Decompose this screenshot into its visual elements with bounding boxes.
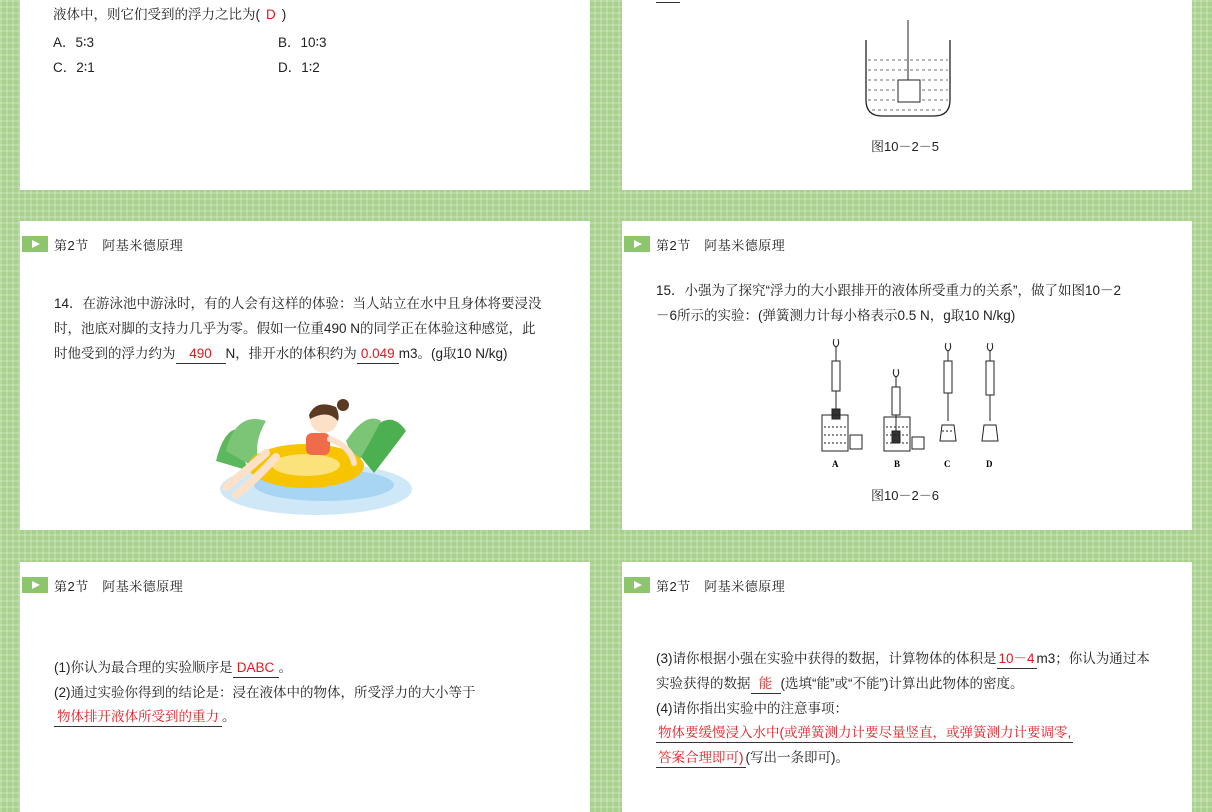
- experiment-figure: [814, 335, 1004, 475]
- q14-line3: 时他受到的浮力约为 490 N，排开水的体积约为 0.049 m3。(g取10 N/kg): [54, 341, 508, 366]
- slide-bottom-right: [622, 562, 1192, 812]
- answer-d: D: [266, 7, 276, 22]
- play-icon: [22, 236, 48, 252]
- section-header: 第2节 阿基米德原理: [22, 576, 183, 594]
- answer-can: 能: [751, 675, 781, 694]
- answer-notes-end: 答案合理即可): [656, 749, 746, 768]
- answer-order: DABC: [233, 659, 279, 678]
- play-icon: [22, 577, 48, 593]
- answer-buoyancy: 490: [176, 345, 226, 364]
- play-icon: [624, 577, 650, 593]
- label-c: C: [944, 459, 951, 469]
- option-a: A．5∶3: [53, 35, 95, 50]
- slide-top-left: [20, 0, 590, 190]
- part2-line: (2)通过实验你得到的结论是：浸在液体中的物体，所受浮力的大小等于: [54, 685, 476, 700]
- label-d: D: [986, 459, 993, 469]
- part4-answer-line2: 答案合理即可) (写出一条即可)。: [656, 745, 849, 770]
- slide-top-right: [622, 0, 1192, 190]
- label-a: A: [832, 459, 839, 469]
- answer-volume: 0.049: [357, 345, 399, 364]
- section-header: 第2节 阿基米德原理: [624, 235, 785, 253]
- answer-notes: 物体要缓慢浸入水中(或弹簧测力计要尽量竖直，或弹簧测力计要调零,: [656, 724, 1073, 743]
- slide-middle-left: [20, 221, 590, 530]
- option-d: D．1∶2: [278, 60, 320, 75]
- section-header: 第2节 阿基米德原理: [22, 235, 183, 253]
- label-b: B: [894, 459, 901, 469]
- section-header: 第2节 阿基米德原理: [624, 576, 785, 594]
- play-icon: [624, 236, 650, 252]
- q14-line1: 14．在游泳池中游泳时，有的人会有这样的体验：当人站立在水中且身体将要浸没: [54, 296, 542, 311]
- blank-line: [656, 2, 680, 3]
- q14-line2: 时，池底对脚的支持力几乎为零。假如一位重490 N的同学正在体验这种感觉，此: [54, 321, 536, 336]
- part4-answer-line1: [656, 720, 1073, 745]
- part1-line: (1)你认为最合理的实验顺序是 DABC 。: [54, 655, 292, 680]
- option-b: B．10∶3: [278, 35, 327, 50]
- option-c: C．2∶1: [53, 60, 95, 75]
- part2-answer-line: 物体排开液体所受到的重力 。: [54, 704, 236, 729]
- part3-line1: (3)请你根据小强在实验中获得的数据，计算物体的体积是 10－4 m3；你认为通过本: [656, 646, 1150, 671]
- slide-bottom-left: [20, 562, 590, 812]
- swimming-girl-illustration: [206, 391, 416, 519]
- question-line: 液体中，则它们受到的浮力之比为( D ): [53, 7, 287, 22]
- part3-line2: 实验获得的数据 能 (选填“能”或“不能”)计算出此物体的密度。: [656, 671, 1023, 696]
- part4-line: (4)请你指出实验中的注意事项：: [656, 701, 848, 716]
- figure-caption: 图10－2－6: [871, 488, 939, 503]
- q15-line1: 15．小强为了探究“浮力的大小跟排开的液体所受重力的关系”，做了如图10－2: [656, 283, 1122, 298]
- slide-middle-right: [622, 221, 1192, 530]
- answer-conclusion: 物体排开液体所受到的重力: [54, 708, 222, 727]
- beaker-figure: [860, 20, 960, 120]
- answer-volume-exp: 10－4: [997, 650, 1037, 669]
- q15-line2: －6所示的实验：(弹簧测力计每小格表示0.5 N，g取10 N/kg): [656, 308, 1016, 323]
- figure-caption: 图10－2－5: [871, 139, 939, 154]
